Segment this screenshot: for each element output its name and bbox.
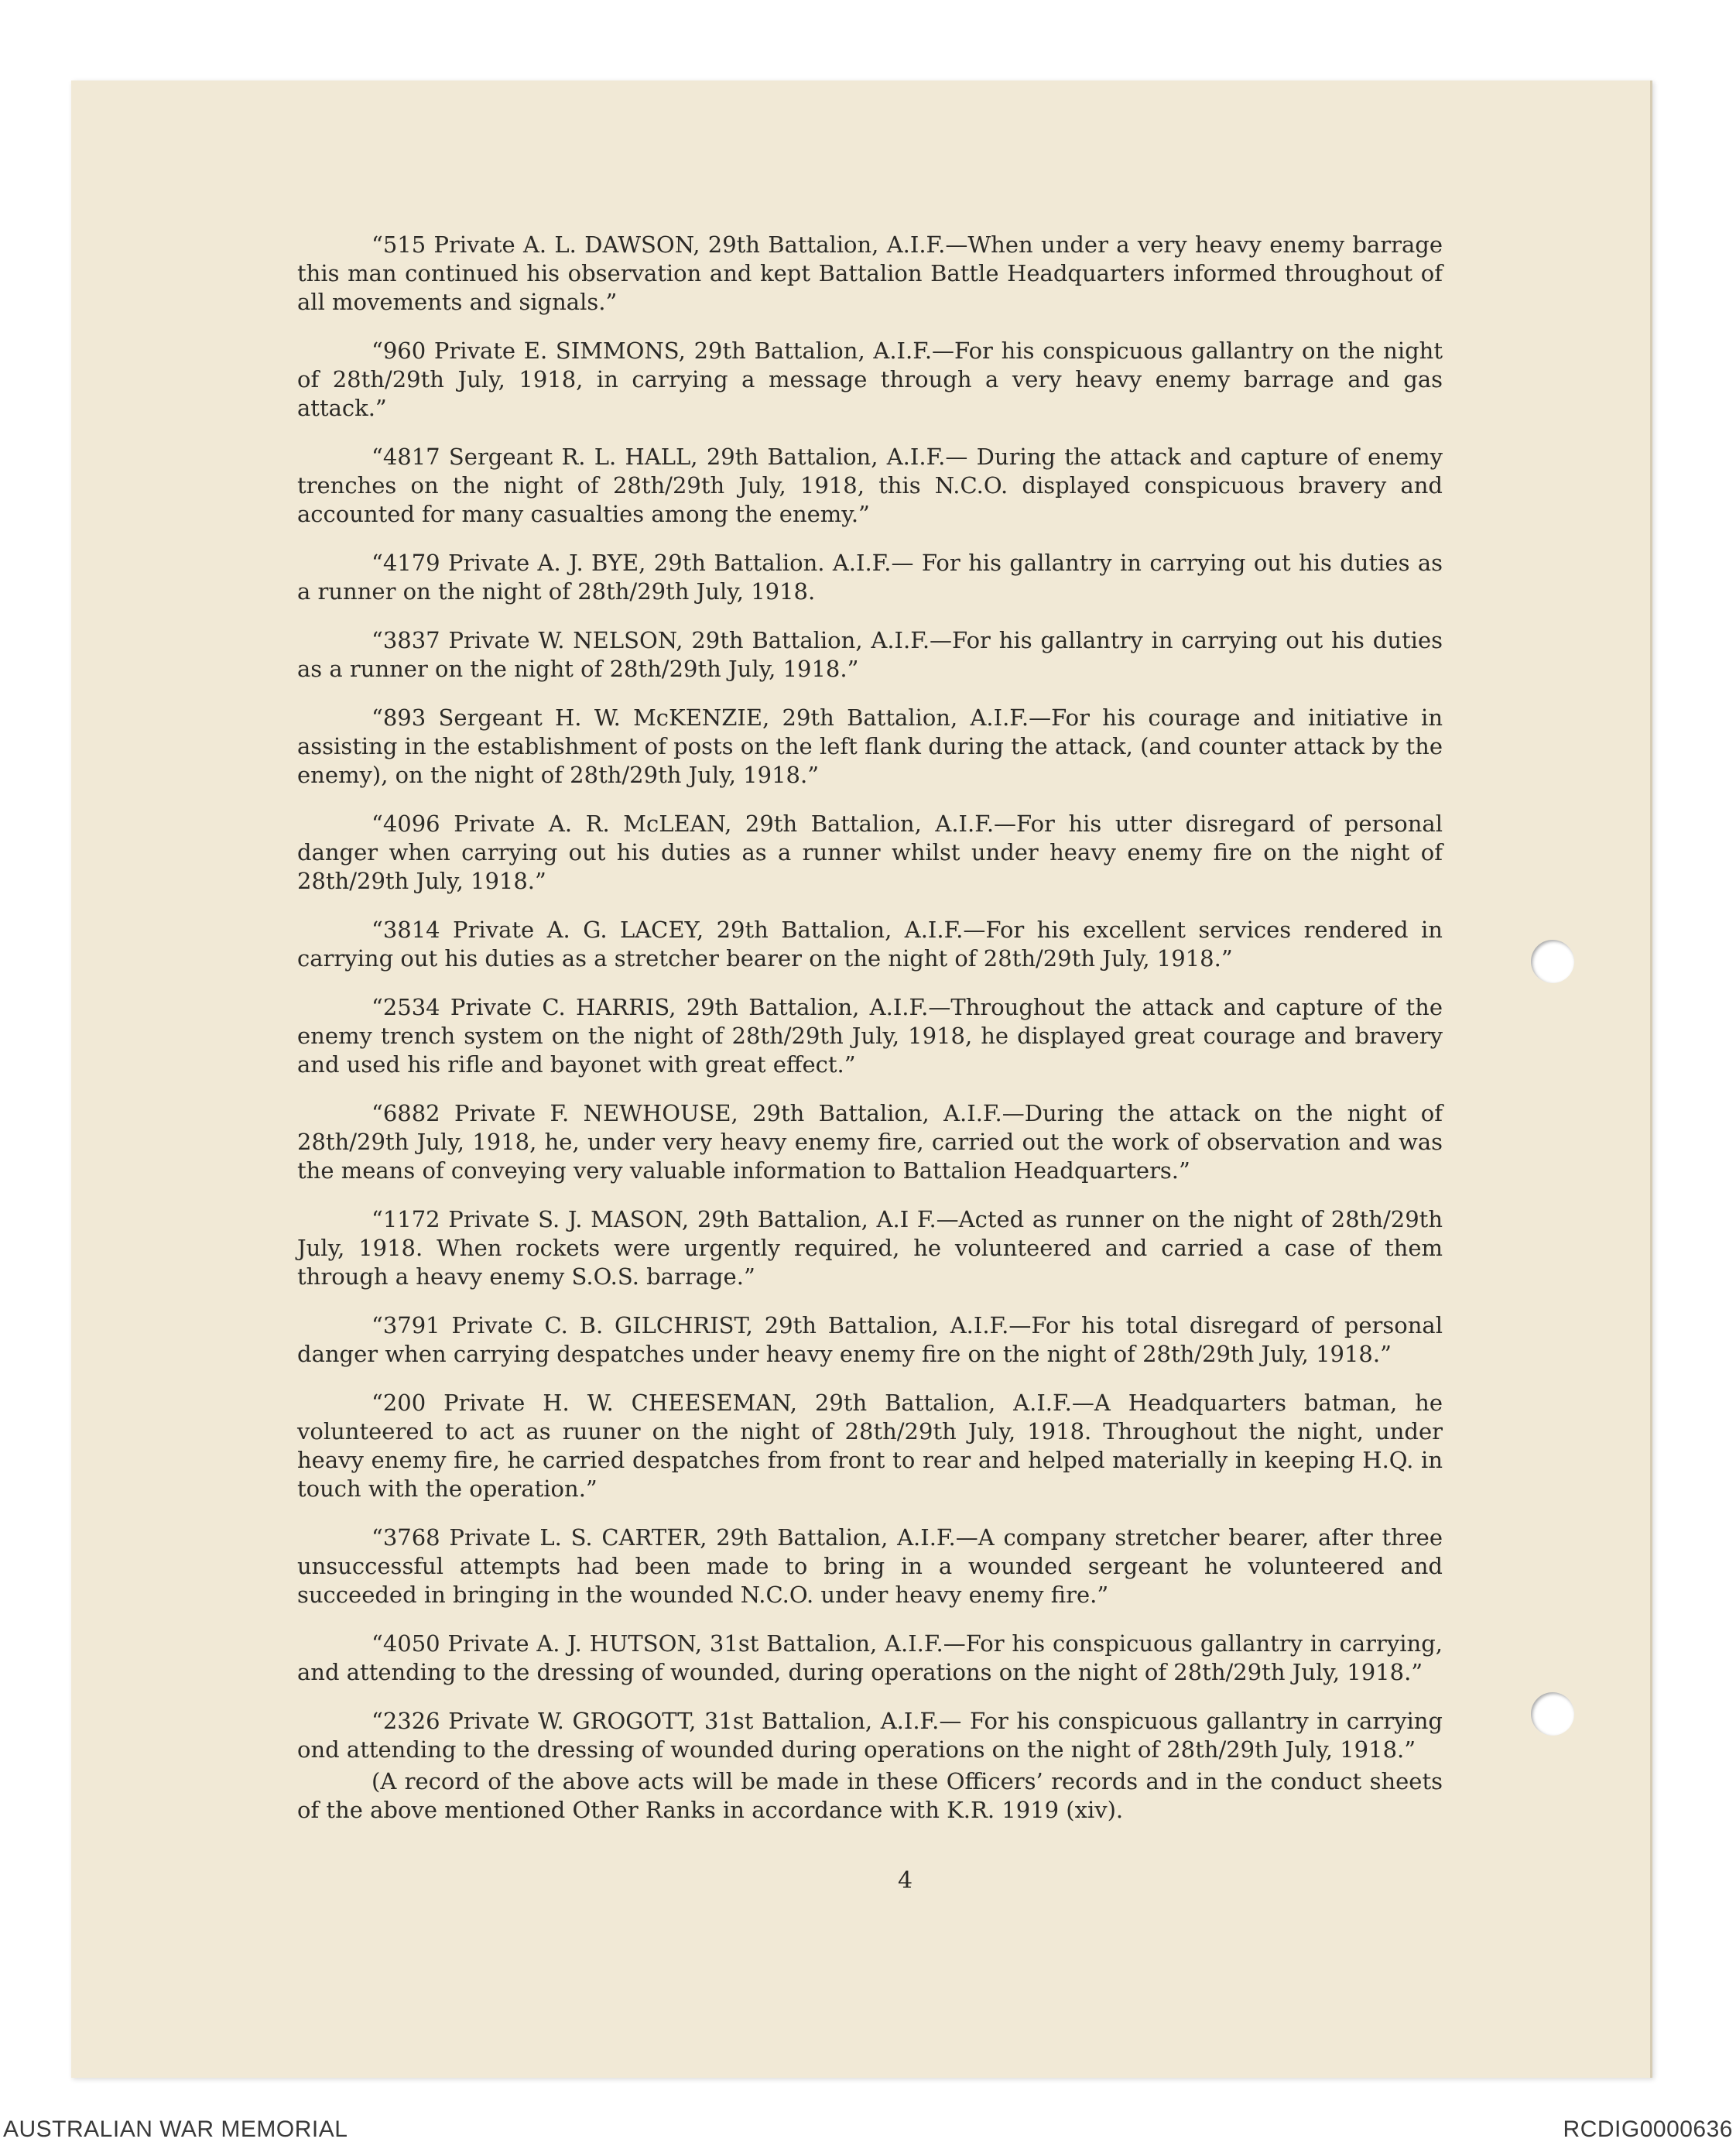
- citation-entry: “960 Private E. SIMMONS, 29th Battalion, A.I.F.—For his conspicuous gallantry on the night of 28th/29th July, 1918, in carrying a message through a very heavy enemy barrage and gas attack.”: [297, 338, 1443, 421]
- citation-entry: “200 Private H. W. CHEESEMAN, 29th Battalion, A.I.F.—A Headquarters batman, he volunteered to act as ruuner on the night of 28th/29th July, 1918. Throughout the night, under heavy enemy fire, he carried despatches from front to rear and helped materially in keeping H.Q. in touch with the operation.”: [297, 1390, 1443, 1502]
- citation-entry: “4179 Private A. J. BYE, 29th Battalion. A.I.F.— For his gallantry in carrying out his duties as a runner on the night of 28th/29th July, 1918.: [297, 550, 1443, 605]
- archive-id: RCDIG0000636: [1563, 2116, 1733, 2142]
- citation-entry: “3791 Private C. B. GILCHRIST, 29th Battalion, A.I.F.—For his total disregard of personal danger when carrying despatches under heavy enemy fire on the night of 28th/29th July, 1918.”: [297, 1312, 1443, 1367]
- citation-entry: “4817 Sergeant R. L. HALL, 29th Battalion, A.I.F.— During the attack and capture of enemy trenches on the night of 28th/29th July, 1918, this N.C.O. displayed conspicuous bravery and accounted for many casualties among the enemy.”: [297, 444, 1443, 527]
- citation-entry: “1172 Private S. J. MASON, 29th Battalion, A.I F.—Acted as runner on the night of 28th/29th July, 1918. When rockets were urgently required, he volunteered and carried a case of them through a heavy enemy S.O.S. barrage.”: [297, 1206, 1443, 1290]
- citation-entry: “2534 Private C. HARRIS, 29th Battalion, A.I.F.—Throughout the attack and capture of the enemy trench system on the night of 28th/29th July, 1918, he displayed great courage and bravery and used his rifle and bayonet with great effect.”: [297, 994, 1443, 1078]
- closing-note: (A record of the above acts will be made in these Officers’ records and in the conduct sheets of the above mentioned Other Ranks in accordance with K.R. 1919 (xiv).: [297, 1768, 1443, 1823]
- citation-entry: “2326 Private W. GROGOTT, 31st Battalion, A.I.F.— For his conspicuous gallantry in carrying ond attending to the dressing of wounded during operations on the night of 28th/29th July, 1918.”: [297, 1708, 1443, 1763]
- citation-entry: “6882 Private F. NEWHOUSE, 29th Battalion, A.I.F.—During the attack on the night of 28th/29th July, 1918, he, under very heavy enemy fire, carried out the work of observation and was the means of conveying very valuable information to Battalion Headquarters.”: [297, 1100, 1443, 1184]
- citation-entry: “4096 Private A. R. McLEAN, 29th Battalion, A.I.F.—For his utter disregard of personal danger when carrying out his duties as a runner whilst under heavy enemy fire on the night of 28th/29th July, 1918.”: [297, 811, 1443, 894]
- archive-credit: AUSTRALIAN WAR MEMORIAL: [3, 2116, 348, 2142]
- page-number: 4: [898, 1867, 913, 1894]
- punch-hole-lower: [1531, 1692, 1574, 1736]
- citation-entry: “4050 Private A. J. HUTSON, 31st Battalion, A.I.F.—For his conspicuous gallantry in carrying, and attending to the dressing of wounded, during operations on the night of 28th/29th July, 1918.”: [297, 1630, 1443, 1685]
- punch-hole-upper: [1531, 940, 1574, 983]
- citation-entry: “3768 Private L. S. CARTER, 29th Battalion, A.I.F.—A company stretcher bearer, after three unsuccessful attempts had been made to bring in a wounded sergeant he volunteered and succeeded in bringing in the wounded N.C.O. under heavy enemy fire.”: [297, 1524, 1443, 1608]
- citation-entry: “515 Private A. L. DAWSON, 29th Battalion, A.I.F.—When under a very heavy enemy barrage this man continued his observation and kept Battalion Battle Headquarters informed throughout of all movements and signals.”: [297, 231, 1443, 315]
- citation-entry: “3814 Private A. G. LACEY, 29th Battalion, A.I.F.—For his excellent services rendered in carrying out his duties as a stretcher bearer on the night of 28th/29th July, 1918.”: [297, 917, 1443, 972]
- citation-list: [297, 231, 1443, 1825]
- citation-entry: “3837 Private W. NELSON, 29th Battalion, A.I.F.—For his gallantry in carrying out his duties as a runner on the night of 28th/29th July, 1918.”: [297, 627, 1443, 682]
- citation-entry: “893 Sergeant H. W. McKENZIE, 29th Battalion, A.I.F.—For his courage and initiative in assisting in the establishment of posts on the left flank during the attack, (and counter attack by the enemy), on the night of 28th/29th July, 1918.”: [297, 704, 1443, 788]
